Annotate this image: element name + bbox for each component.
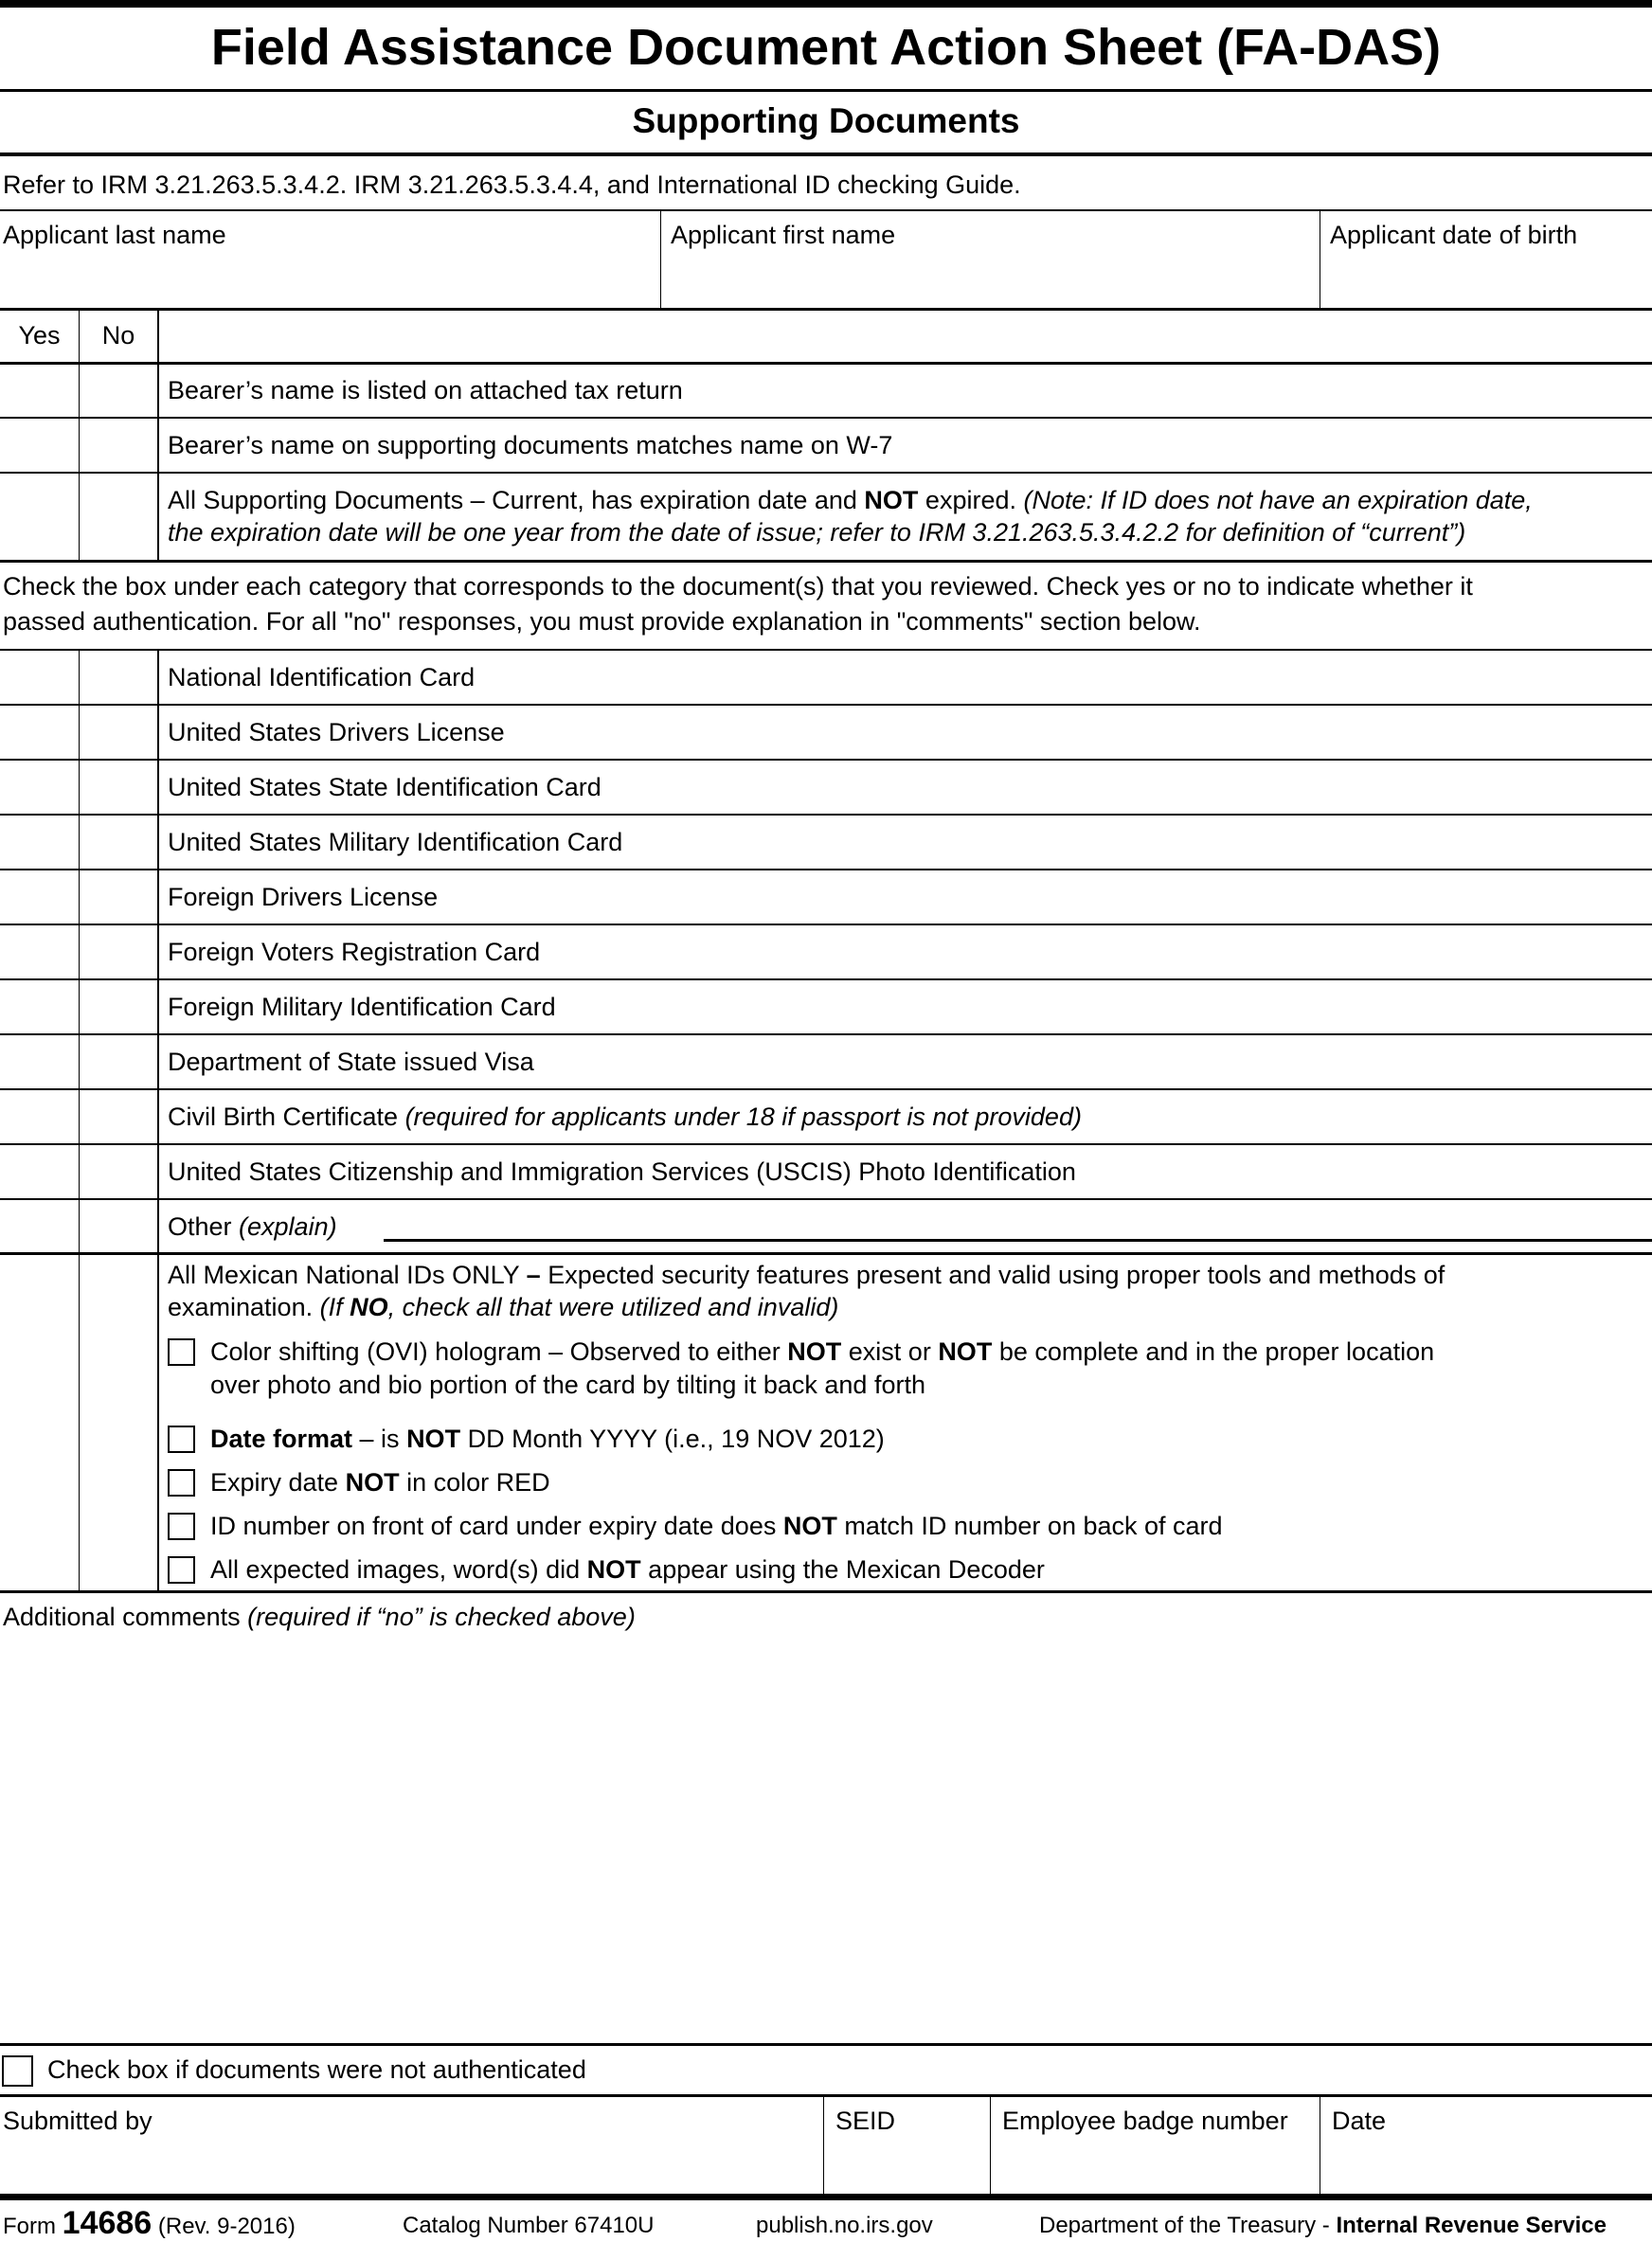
yes-checkbox[interactable] [0, 1090, 77, 1143]
date-label: Date [1332, 2107, 1387, 2135]
yes-checkbox[interactable] [0, 1200, 77, 1253]
yes-checkbox[interactable] [0, 706, 77, 759]
document-label: United States Military Identification Card [168, 828, 623, 856]
security-feature-checkbox[interactable] [168, 1513, 195, 1540]
document-label: National Identification Card [168, 663, 476, 691]
badge-number-field[interactable] [991, 2097, 1320, 2194]
feature-text: appear using the Mexican Decoder [640, 1555, 1045, 1584]
security-feature-label [210, 1510, 1223, 1542]
document-label: Department of State issued Visa [168, 1048, 534, 1076]
no-checkbox[interactable] [80, 1090, 156, 1143]
security-feature-label [210, 1423, 885, 1455]
mexican-text: examination. [168, 1293, 320, 1321]
security-feature-label [210, 1553, 1045, 1586]
seid-field[interactable] [824, 2097, 990, 2194]
yes-checkbox[interactable] [0, 419, 77, 472]
yes-checkbox[interactable] [0, 816, 77, 869]
no-column-header: No [101, 321, 135, 350]
form-id [3, 2205, 296, 2242]
emphasis: NOT [782, 1512, 837, 1540]
rule [0, 814, 1652, 816]
other-explain-input[interactable] [388, 1208, 1652, 1240]
form-title: Field Assistance Document Action Sheet (FA-DAS) [210, 19, 1442, 76]
applicant-first-name-field[interactable] [661, 211, 1320, 309]
rule [0, 1143, 1652, 1145]
no-checkbox[interactable] [80, 651, 156, 704]
mexican-id-heading-line2 [168, 1291, 838, 1323]
emphasis: NOT [864, 486, 919, 514]
applicant-last-name-label: Applicant last name [3, 221, 226, 249]
no-checkbox[interactable] [80, 419, 156, 472]
rule [0, 869, 1652, 870]
applicant-dob-label: Applicant date of birth [1330, 221, 1578, 249]
column-divider [157, 311, 159, 560]
document-label: Foreign Drivers License [168, 883, 439, 911]
no-checkbox[interactable] [80, 980, 156, 1033]
emphasis: NOT [938, 1337, 993, 1366]
no-checkbox[interactable] [80, 365, 156, 418]
no-checkbox[interactable] [80, 870, 156, 924]
footer-rule [0, 2194, 1652, 2200]
department: Department of the Treasury - [1039, 2213, 1337, 2238]
comments-textarea[interactable] [3, 1637, 1650, 2038]
yes-checkbox[interactable] [0, 1255, 77, 1591]
comments-label [3, 1601, 636, 1633]
note-text: (Note: If ID does not have an expiration date, [1023, 486, 1533, 514]
feature-text: exist or [841, 1337, 939, 1366]
document-type [168, 716, 505, 748]
rule [0, 1252, 1652, 1255]
seid-label: SEID [835, 2107, 896, 2135]
feature-text: DD Month YYYY (i.e., 19 NOV 2012) [460, 1425, 885, 1453]
reference-text: Refer to IRM 3.21.263.5.3.4.2. IRM 3.21.263.5.3.4.4, and International ID checking Guide. [3, 170, 1021, 199]
document-type [168, 771, 602, 803]
rule [0, 1198, 1652, 1200]
feature-text: ID number on front of card under expiry date does [210, 1512, 783, 1540]
verification-row: Bearer’s name on supporting documents matches name on W-7 [168, 431, 893, 459]
feature-text: be complete and in the proper location [992, 1337, 1435, 1366]
document-type [168, 1211, 337, 1243]
yes-checkbox[interactable] [0, 651, 77, 704]
form-revision: (Rev. 9-2016) [152, 2214, 296, 2239]
document-label: Other [168, 1212, 240, 1241]
no-checkbox[interactable] [80, 474, 156, 560]
column-divider [157, 651, 159, 1591]
submitted-by-label: Submitted by [3, 2107, 153, 2135]
column-divider [79, 311, 80, 560]
yes-column-header: Yes [18, 321, 61, 350]
no-checkbox[interactable] [80, 1255, 156, 1591]
submitted-by-field[interactable] [0, 2097, 823, 2194]
feature-text: – is [352, 1425, 407, 1453]
document-label: United States Citizenship and Immigration Services (USCIS) Photo Identification [168, 1157, 1076, 1186]
security-feature-checkbox[interactable] [168, 1556, 195, 1584]
comments-label-text: Additional comments [3, 1603, 248, 1631]
security-feature-label [210, 1336, 1434, 1368]
note-text: , check all that were utilized and invalid) [387, 1293, 839, 1321]
rule [0, 649, 1652, 651]
applicant-dob-field[interactable] [1320, 211, 1652, 309]
feature-text: All expected images, word(s) did [210, 1555, 587, 1584]
document-label: Foreign Military Identification Card [168, 993, 556, 1021]
rule [0, 89, 1652, 92]
feature-text: in color RED [399, 1468, 550, 1497]
security-feature-label [210, 1466, 550, 1498]
agency [1039, 2213, 1607, 2239]
document-type [168, 1046, 534, 1078]
security-feature-checkbox[interactable] [168, 1469, 195, 1497]
rule [0, 1590, 1652, 1593]
feature-text: Expiry date [210, 1468, 346, 1497]
rule [0, 704, 1652, 706]
emphasis: NOT [406, 1425, 461, 1453]
verification-text: expired. [918, 486, 1024, 514]
yes-checkbox[interactable] [0, 761, 77, 814]
date-field[interactable] [1320, 2097, 1652, 2194]
rule [0, 362, 1652, 365]
yes-checkbox[interactable] [0, 1035, 77, 1088]
mexican-id-heading [168, 1259, 1445, 1291]
rule [0, 417, 1652, 419]
note-text: the expiration date will be one year from the date of issue; refer to IRM 3.21.263.5.3.4.2.2 for definition of “current”) [168, 518, 1466, 547]
rule [0, 560, 1652, 563]
column-divider [79, 651, 80, 1591]
security-feature-checkbox[interactable] [168, 1426, 195, 1453]
document-label: Foreign Voters Registration Card [168, 938, 541, 966]
comments-note: (required if “no” is checked above) [247, 1603, 636, 1631]
mexican-text: Expected security features present and valid using proper tools and methods of [540, 1261, 1446, 1289]
top-rule [0, 0, 1652, 8]
yes-checkbox[interactable] [0, 474, 77, 560]
yes-checkbox[interactable] [0, 1145, 77, 1198]
document-type [168, 1156, 1076, 1188]
security-feature-checkbox[interactable] [168, 1338, 195, 1366]
verification-text: All Supporting Documents – Current, has expiration date and [168, 486, 865, 514]
rule [0, 978, 1652, 980]
security-feature-label-line2: over photo and bio portion of the card by tilting it back and forth [210, 1371, 925, 1399]
document-label: United States State Identification Card [168, 773, 602, 801]
emphasis: NOT [787, 1337, 842, 1366]
yes-checkbox[interactable] [0, 365, 77, 418]
form-number: 14686 [62, 2205, 153, 2241]
publish-site: publish.no.irs.gov [756, 2213, 933, 2238]
no-checkbox[interactable] [80, 1200, 156, 1253]
not-authenticated-checkbox[interactable] [2, 2055, 33, 2087]
not-authenticated-label: Check box if documents were not authenticated [47, 2055, 586, 2084]
no-checkbox[interactable] [80, 1145, 156, 1198]
emphasis: NOT [345, 1468, 400, 1497]
document-type [168, 881, 438, 913]
rule [0, 2043, 1652, 2046]
badge-number-label: Employee badge number [1002, 2107, 1288, 2135]
dash: – [526, 1261, 541, 1289]
document-type [168, 826, 622, 858]
rule [0, 924, 1652, 925]
document-label: Civil Birth Certificate [168, 1103, 405, 1131]
applicant-last-name-field[interactable] [0, 211, 660, 309]
rule [0, 472, 1652, 474]
catalog-number: Catalog Number 67410U [403, 2213, 655, 2238]
no-checkbox[interactable] [80, 706, 156, 759]
yes-checkbox[interactable] [0, 870, 77, 924]
emphasis: Date format [210, 1425, 353, 1453]
verification-row: Bearer’s name is listed on attached tax return [168, 376, 683, 404]
verification-row-note [168, 516, 1465, 548]
yes-checkbox[interactable] [0, 925, 77, 978]
rule [0, 1088, 1652, 1090]
rule [0, 1033, 1652, 1035]
document-type [168, 1101, 1082, 1133]
document-type [168, 936, 540, 968]
agency-name: Internal Revenue Service [1336, 2213, 1607, 2238]
no-checkbox[interactable] [80, 1035, 156, 1088]
verification-row [168, 484, 1533, 516]
feature-text: Color shifting (OVI) hologram – Observed to either [210, 1337, 788, 1366]
emphasis: NOT [586, 1555, 641, 1584]
no-checkbox[interactable] [80, 925, 156, 978]
no-checkbox[interactable] [80, 761, 156, 814]
rule [0, 152, 1652, 156]
rule [0, 759, 1652, 761]
document-type [168, 991, 556, 1023]
mexican-text: All Mexican National IDs ONLY [168, 1261, 527, 1289]
document-note: (explain) [239, 1212, 337, 1241]
yes-checkbox[interactable] [0, 980, 77, 1033]
applicant-first-name-label: Applicant first name [671, 221, 896, 249]
emphasis: NO [350, 1293, 388, 1321]
document-type [168, 661, 475, 693]
section-title: Supporting Documents [632, 101, 1020, 140]
instructions-line-1: Check the box under each category that corresponds to the document(s) that you reviewed. Check yes or no to indicate whether it [3, 572, 1473, 601]
feature-text: match ID number on back of card [836, 1512, 1223, 1540]
document-note: (required for applicants under 18 if passport is not provided) [404, 1103, 1082, 1131]
rule [0, 308, 1652, 311]
no-checkbox[interactable] [80, 816, 156, 869]
document-label: United States Drivers License [168, 718, 505, 746]
form-prefix: Form [3, 2214, 63, 2239]
instructions-line-2: passed authentication. For all "no" responses, you must provide explanation in "comments" section below. [3, 607, 1201, 636]
note-text: (If [319, 1293, 350, 1321]
